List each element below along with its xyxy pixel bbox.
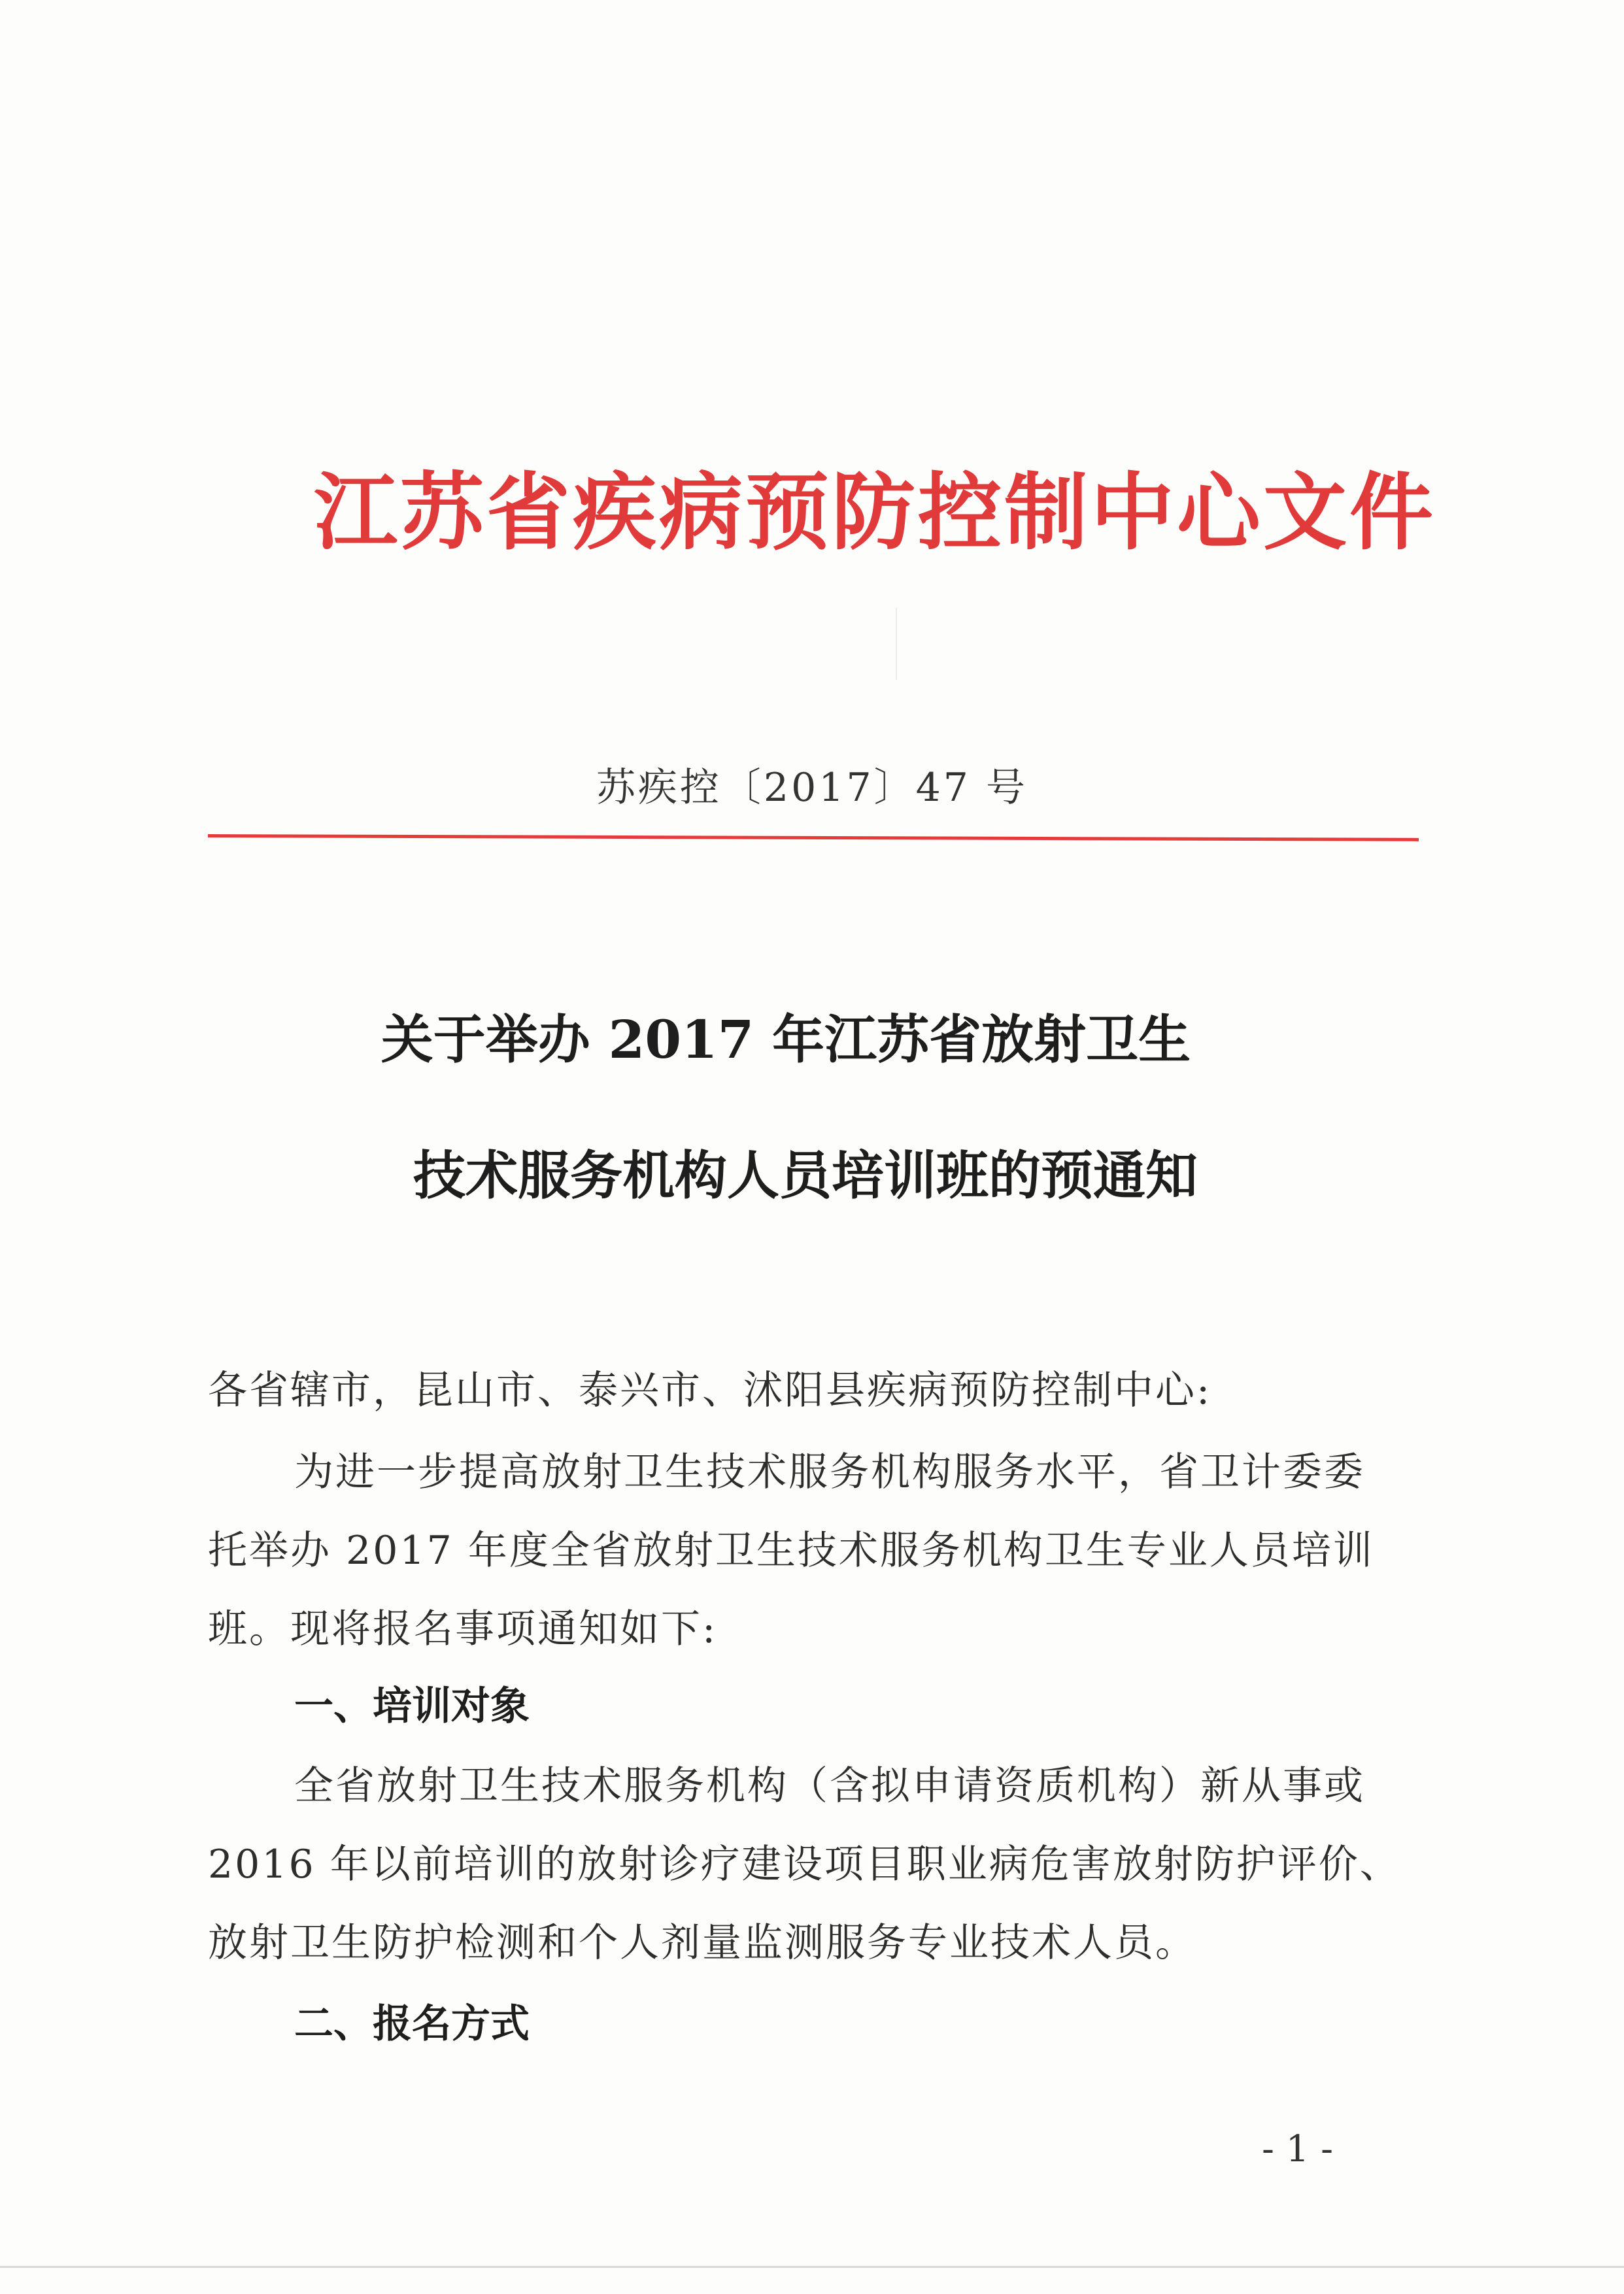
page-number: - 1 - [1262,2128,1334,2170]
paragraph-2-line-1: 全省放射卫生技术服务机构（含拟申请资质机构）新从事或 [294,1763,1365,1809]
scan-bottom-edge [0,2266,1624,2268]
notice-title-line-2: 技术服务机构人员培训班的预通知 [413,1145,1198,1206]
notice-title-line-1: 关于举办 2017 年江苏省放射卫生 [381,1009,1191,1070]
document-number: 苏疾控〔2017〕47 号 [596,765,1028,811]
salutation: 各省辖市，昆山市、泰兴市、沭阳县疾病预防控制中心: [208,1368,1212,1413]
scan-artifact [896,608,897,680]
section-heading-training-targets: 一、培训对象 [294,1683,530,1729]
paragraph-2-line-2: 2016 年以前培训的放射诊疗建设项目职业病危害放射防护评价、 [208,1842,1401,1887]
org-document-header: 江苏省疾病预防控制中心文件 [314,464,1436,562]
section-heading-registration: 二、报名方式 [294,2001,530,2047]
paragraph-2-line-3: 放射卫生防护检测和个人剂量监测服务专业技术人员。 [208,1920,1196,1966]
paragraph-1-line-1: 为进一步提高放射卫生技术服务机构服务水平，省卫计委委 [294,1449,1365,1495]
red-divider-line [208,834,1419,841]
paragraph-1-line-2: 托举办 2017 年度全省放射卫生技术服务机构卫生专业人员培训 [208,1528,1374,1574]
paragraph-1-line-3: 班。现将报名事项通知如下: [208,1606,718,1652]
